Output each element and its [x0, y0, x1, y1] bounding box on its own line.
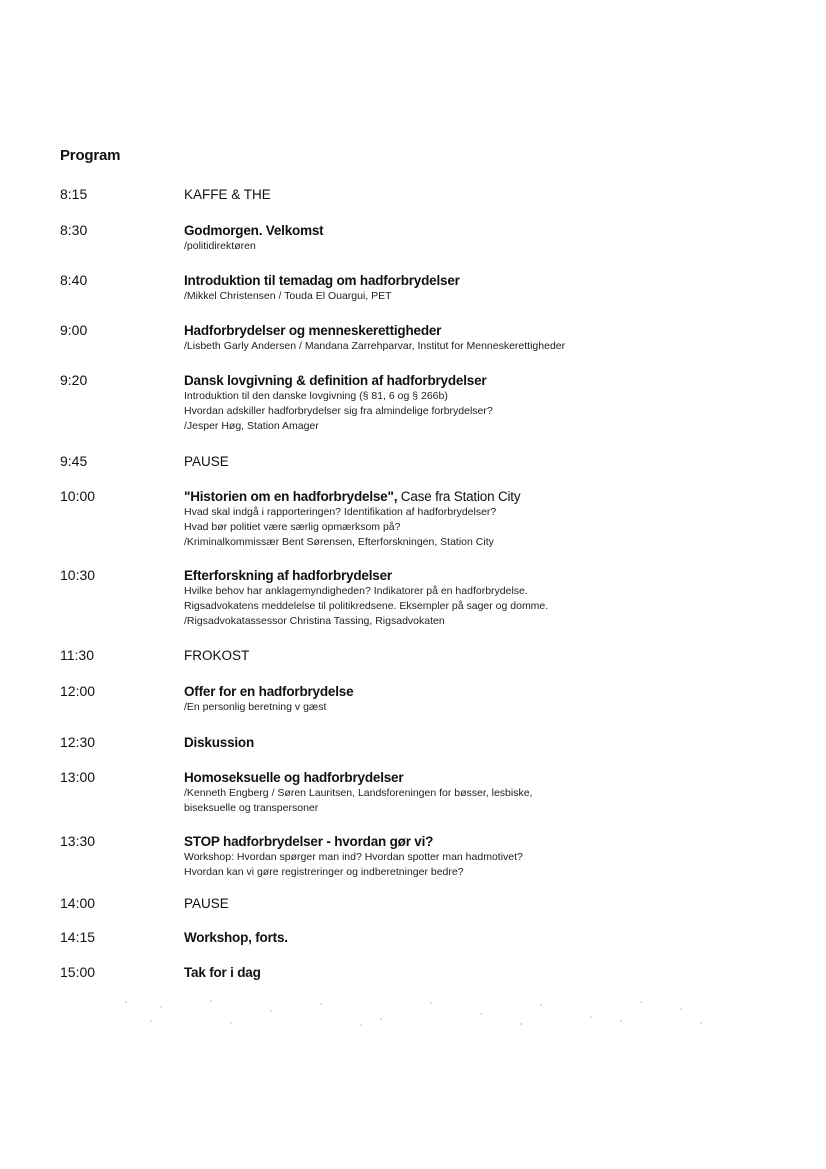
schedule-time: 10:30 [60, 567, 96, 583]
schedule-time: 8:30 [60, 222, 88, 238]
schedule-time: 10:00 [60, 488, 96, 504]
schedule-title-text: STOP hadforbrydelser - hvordan gør vi? [184, 834, 434, 849]
schedule-content [184, 272, 744, 304]
schedule-time: 12:30 [60, 734, 96, 750]
schedule-content [184, 833, 744, 880]
scan-speck [320, 1003, 322, 1005]
schedule-time: 13:00 [60, 769, 96, 785]
schedule-title-text: Efterforskning af hadforbrydelser [184, 568, 392, 583]
scan-speck [230, 1022, 232, 1024]
schedule-title [184, 683, 744, 700]
schedule-time: 12:00 [60, 683, 96, 699]
schedule-title [184, 453, 744, 470]
schedule-content [184, 372, 744, 434]
schedule-title-text: Godmorgen. Velkomst [184, 223, 324, 238]
schedule-time: 9:00 [60, 322, 88, 338]
schedule-detail-line: /Lisbeth Garly Andersen / Mandana Zarrehparvar, Institut for Menneskerettigheder [184, 340, 566, 352]
schedule-detail-line: /Kriminalkommissær Bent Sørensen, Efterforskningen, Station City [184, 536, 494, 548]
schedule-title [184, 929, 744, 946]
scan-speck [700, 1022, 702, 1024]
scan-speck [680, 1008, 682, 1010]
schedule-content [184, 222, 744, 254]
schedule-time: 8:40 [60, 272, 88, 288]
schedule-title-text: Dansk lovgivning & definition af hadforbrydelser [184, 373, 487, 388]
schedule-time: 9:20 [60, 372, 88, 388]
schedule-content [184, 929, 744, 946]
schedule-title [184, 186, 744, 203]
scan-speck [640, 1001, 642, 1003]
schedule-detail-line: biseksuelle og transpersoner [184, 802, 319, 814]
schedule-title [184, 833, 744, 850]
schedule-content [184, 453, 744, 470]
schedule-title [184, 647, 744, 664]
schedule-title [184, 964, 744, 981]
schedule-content [184, 734, 744, 751]
schedule-title-text: Diskussion [184, 735, 255, 750]
schedule-title-suffix: Case fra Station City [397, 489, 521, 504]
schedule-title [184, 222, 744, 239]
schedule-content [184, 322, 744, 354]
schedule-time: 11:30 [60, 647, 94, 663]
schedule-time: 15:00 [60, 964, 96, 980]
scan-speck [520, 1023, 522, 1025]
schedule-detail-line: Introduktion til den danske lovgivning (§ 81, 6 og § 266b) [184, 390, 448, 402]
schedule-title [184, 734, 744, 751]
schedule-title [184, 769, 744, 786]
schedule-title-text: Workshop, forts. [184, 930, 288, 945]
schedule-title [184, 272, 744, 289]
schedule-title [184, 488, 744, 505]
scan-speck [360, 1024, 362, 1026]
schedule-content [184, 186, 744, 203]
schedule-detail-line: Workshop: Hvordan spørger man ind? Hvordan spotter man hadmotivet? [184, 851, 523, 863]
schedule-time: 14:15 [60, 929, 96, 945]
scan-speck [125, 1001, 127, 1003]
schedule-time: 13:30 [60, 833, 96, 849]
schedule-time: 14:00 [60, 895, 96, 911]
schedule-detail-line: Hvordan adskiller hadforbrydelser sig fra almindelige forbrydelser? [184, 405, 493, 417]
schedule-content [184, 567, 744, 629]
scan-speck [620, 1020, 622, 1022]
schedule-title [184, 895, 744, 912]
schedule-title-text: Tak for i dag [184, 965, 261, 980]
scan-speck [430, 1002, 432, 1004]
scan-speck [540, 1004, 542, 1006]
schedule-title-text: Offer for en hadforbrydelse [184, 684, 354, 699]
schedule-detail-line: /Rigsadvokatassessor Christina Tassing, Rigsadvokaten [184, 615, 445, 627]
scan-speck [380, 1018, 382, 1020]
schedule-detail-line: Hvad skal indgå i rapporteringen? Identifikation af hadforbrydelser? [184, 506, 497, 518]
scan-speck [480, 1013, 482, 1015]
schedule-title-text: Hadforbrydelser og menneskerettigheder [184, 323, 442, 338]
schedule-content [184, 964, 744, 981]
schedule-title [184, 372, 744, 389]
schedule-title-text: Introduktion til temadag om hadforbrydelser [184, 273, 460, 288]
scan-speck [160, 1006, 162, 1008]
schedule-content [184, 683, 744, 715]
schedule-content [184, 647, 744, 664]
schedule-content [184, 769, 744, 816]
schedule-title-text: FROKOST [184, 648, 250, 663]
schedule-title [184, 567, 744, 584]
scan-artifacts [120, 998, 720, 1028]
scan-speck [150, 1020, 152, 1022]
schedule-detail-line: /politidirektøren [184, 240, 256, 252]
schedule-detail-line: Rigsadvokatens meddelelse til politikredsene. Eksempler på sager og domme. [184, 600, 549, 612]
schedule-detail-line: /En personlig beretning v gæst [184, 701, 327, 713]
schedule-content [184, 488, 744, 550]
scan-speck [210, 1000, 212, 1002]
schedule-title-text: "Historien om en hadforbrydelse", [184, 489, 398, 504]
schedule-detail-line: /Mikkel Christensen / Touda El Ouargui, PET [184, 290, 392, 302]
schedule-detail-line: Hvilke behov har anklagemyndigheden? Indikatorer på en hadforbrydelse. [184, 585, 528, 597]
schedule-detail-line: Hvordan kan vi gøre registreringer og indberetninger bedre? [184, 866, 464, 878]
scan-speck [590, 1016, 592, 1018]
schedule-title-text: KAFFE & THE [184, 187, 271, 202]
schedule-detail-line: Hvad bør politiet være særlig opmærksom på? [184, 521, 401, 533]
schedule-detail-line: /Kenneth Engberg / Søren Lauritsen, Landsforeningen for bøsser, lesbiske, [184, 787, 533, 799]
scan-speck [270, 1010, 272, 1012]
schedule-title-text: Homoseksuelle og hadforbrydelser [184, 770, 404, 785]
schedule-detail-line: /Jesper Høg, Station Amager [184, 420, 319, 432]
schedule-title-text: PAUSE [184, 896, 229, 911]
schedule-time: 8:15 [60, 186, 88, 202]
schedule-title [184, 322, 744, 339]
schedule-title-text: PAUSE [184, 454, 229, 469]
program-heading: Program [60, 147, 121, 164]
schedule-content [184, 895, 744, 912]
schedule-time: 9:45 [60, 453, 88, 469]
